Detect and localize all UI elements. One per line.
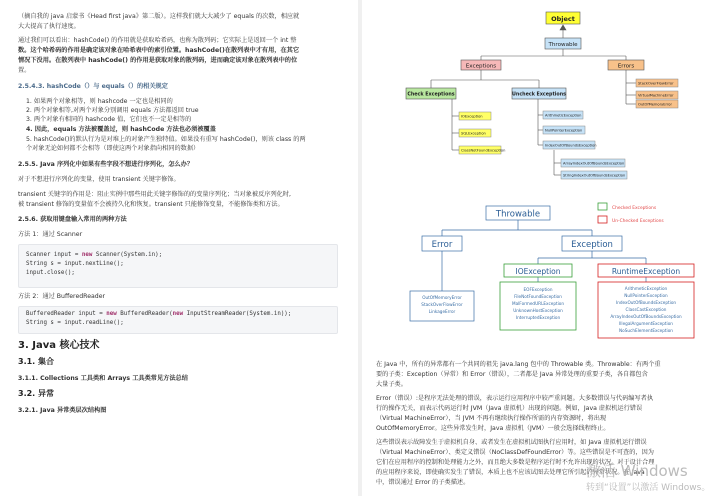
paragraph-line: 要的子类：Exception（异常）和 Error（错误），二者都是 Java 异常处理的重要子类，各自都包含	[376, 371, 648, 378]
list-item: 3. 两个对象有相同的 hashcode 值，它们也不一定是相等的	[26, 116, 192, 123]
svg-text:Checked Exceptions: Checked Exceptions	[612, 206, 657, 211]
code-line: input.close();	[26, 270, 75, 276]
chapter-heading: 3. Java 核心技术	[18, 340, 100, 351]
paragraph-line: 对于不想进行序列化的变量，使用 transient 关键字修饰。	[18, 176, 180, 183]
svg-text:LinkageError: LinkageError	[428, 309, 456, 314]
section-heading: 2.5.5. Java 序列化中如果有些字段不想进行序列化，怎么办？	[18, 161, 194, 168]
svg-text:Un-Checked Exceptions: Un-Checked Exceptions	[612, 219, 664, 224]
paragraph-line: 置。	[18, 67, 31, 74]
code-block	[18, 244, 338, 288]
svg-text:VirtualMachineError: VirtualMachineError	[638, 93, 674, 98]
paragraph-line: 通过我们可以看出：hashCode() 的作用就是获取哈希码，也称为散列码；它实际上是返回一个 int 整	[18, 37, 297, 44]
paragraph-line: 方法 2：通过 BufferedReader	[18, 293, 106, 300]
svg-text:IllegalArgumentException: IllegalArgumentException	[619, 321, 673, 326]
svg-text:ClassNotFoundException: ClassNotFoundException	[461, 148, 506, 153]
svg-text:StringIndexOutOfBoundsExceptio: StringIndexOutOfBoundsException	[563, 173, 626, 178]
svg-text:Uncheck Exceptions: Uncheck Exceptions	[512, 92, 566, 98]
paragraph-line: 方法 1：通过 Scanner	[18, 231, 83, 238]
section-heading: 3.1. 集合	[18, 357, 54, 366]
svg-text:RuntimeException: RuntimeException	[611, 267, 681, 276]
list-item: 2. 两个对象相等,对两个对象分别调用 equals 方法都返回 true	[26, 107, 199, 114]
section-heading: 3.2.1. Java 异常类层次结构图	[18, 407, 107, 414]
list-item: 4. 因此，equals 方法被覆盖过，则 hashCode 方法也必须被覆盖	[26, 126, 216, 133]
svg-text:NullPointerException: NullPointerException	[545, 128, 583, 133]
legend-unchecked-swatch	[598, 216, 607, 223]
svg-text:IOException: IOException	[515, 267, 561, 276]
paragraph-line: OutOfMemoryError。这些异常发生时，Java 虚拟机（JVM）一般会选择线程终止。	[376, 425, 610, 432]
svg-text:ArrayIndexOutOfBoundsException: ArrayIndexOutOfBoundsException	[563, 161, 625, 166]
code-block	[18, 306, 338, 334]
svg-text:InterruptedException: InterruptedException	[515, 315, 561, 320]
svg-text:Error: Error	[431, 240, 453, 250]
list-item: 5. hashCode()的默认行为是对堆上的对象产生独特值。如果没有重写 hashCode()，则该 class 的两	[26, 136, 306, 143]
paragraph-line: transient 关键字的作用是：阻止实例中那些用此关键字修饰的的变量序列化；当对象被反序列化时,	[18, 191, 292, 198]
paragraph-line: 的应用程序来说，即使确实发生了错误，本质上也不应该试图去处理它所引起的异常状况。在 Java	[376, 469, 645, 476]
paragraph-line: 大量子类。	[376, 381, 407, 388]
svg-text:StackOverFlowError: StackOverFlowError	[638, 81, 674, 86]
paragraph-line: 行的操作无关，而表示代码运行时 JVM（Java 虚拟机）出现的问题。例如，Java 虚拟机运行错误	[376, 405, 643, 412]
section-heading: 3.2. 异常	[18, 389, 54, 398]
svg-text:ArrayIndexOutOfBoundsException: ArrayIndexOutOfBoundsException	[610, 314, 682, 319]
svg-text:Throwable: Throwable	[548, 42, 578, 48]
paragraph-line: 大大提高了执行速度。	[18, 23, 80, 30]
paragraph-line: 在 Java 中，所有的异常都有一个共同的祖先 java.lang 包中的 Throwable 类。Throwable：有两个重	[376, 361, 661, 368]
svg-text:Throwable: Throwable	[495, 209, 541, 220]
list-item: 个对象无论如何都不会相等（即使这两个对象指向相同的数据）	[26, 145, 200, 152]
svg-text:OutOfMemoryError: OutOfMemoryError	[422, 295, 462, 300]
code-line: String s = input.nextLine();	[26, 261, 124, 267]
svg-text:UnknownHostException: UnknownHostException	[513, 308, 563, 313]
paragraph-line: 情况下没用。在散列表中 hashCode() 的作用是获取对象的散列码，进而确定该对象在散列表中的位	[18, 57, 298, 64]
svg-text:Object: Object	[551, 15, 575, 23]
svg-text:NullPointerException: NullPointerException	[624, 293, 668, 298]
paragraph-line: 被 transient 修饰的变量值不会被持久化和恢复。transient 只能修饰变量，不能修饰类和方法。	[18, 201, 284, 208]
svg-text:IOException: IOException	[461, 114, 483, 119]
list-item: 1. 如果两个对象相等，则 hashcode 一定也是相同的	[26, 98, 173, 105]
paragraph-line: （Virtual MachineError），当 JVM 不再有继续执行操作所需的内存资源时，将出现	[376, 415, 607, 422]
paragraph-line: 数。这个哈希码的作用是确定该对象在哈希表中的索引位置。hashCode()在散列表中才有用，在其它	[18, 47, 300, 54]
paragraph-line: Error（错误）:是程序无法处理的错误，表示运行应用程序中较严重问题。大多数错误与代码编写者执	[376, 395, 654, 402]
code-line: String s = input.readLine();	[26, 320, 124, 326]
left-page	[0, 0, 358, 496]
svg-text:IndexOutOfBoundsException: IndexOutOfBoundsException	[615, 300, 677, 305]
right-page	[362, 0, 720, 496]
svg-text:ArithmeticException: ArithmeticException	[545, 113, 582, 118]
svg-text:ArithmeticException: ArithmeticException	[624, 286, 668, 291]
paragraph-line: （Virtual MachineError）、类定义错误（NoClassDefFoundError）等。这些错误是不可查的，因为	[376, 449, 654, 456]
svg-text:EOFException: EOFException	[523, 287, 553, 292]
svg-text:IndexOutOfBoundsException: IndexOutOfBoundsException	[545, 143, 597, 148]
paragraph-line: 中，错误通过 Error 的子类描述。	[376, 479, 470, 486]
svg-text:SQLException: SQLException	[461, 131, 486, 136]
svg-text:NoSuchElementException: NoSuchElementException	[619, 328, 673, 333]
section-heading: 2.5.4.3. hashCode（）与 equals（）的相关规定	[18, 83, 168, 90]
code-line: BufferedReader input = new BufferedReader(new InputStreamReader(System.in));	[26, 311, 292, 317]
legend-checked-swatch	[598, 203, 607, 210]
svg-text:FileNotFoundException: FileNotFoundException	[514, 294, 562, 299]
svg-text:Check Exceptions: Check Exceptions	[407, 92, 455, 98]
svg-text:StackOverFlowError: StackOverFlowError	[421, 302, 463, 307]
svg-text:ClassCastException: ClassCastException	[625, 307, 667, 312]
paragraph-line: 它们在应用程序的控制和处理能力之外，而且绝大多数是程序运行时不允许出现的状况。对于设计合理	[376, 459, 655, 466]
svg-text:Exception: Exception	[571, 240, 613, 250]
paragraph-line: 这些错误表示故障发生于虚拟机自身、或者发生在虚拟机试图执行应用时，如 Java 虚拟机运行错误	[376, 439, 647, 446]
exception-hierarchy-diagram	[362, 4, 720, 194]
activation-watermark-subtitle: 转到“设置”以激活 Windows。	[586, 483, 711, 493]
activation-watermark-title: 激活 Windows	[586, 462, 688, 480]
svg-text:OutOfMemoryError: OutOfMemoryError	[638, 102, 672, 107]
svg-text:Errors: Errors	[617, 63, 635, 70]
code-line: Scanner input = new Scanner(System.in);	[26, 252, 163, 258]
paragraph-line: （摘自我的 java 启蒙书《Head first java》第二版）。这样我们就大大减少了 equals 的次数，相应就	[18, 13, 300, 20]
svg-text:MalFormedURLException: MalFormedURLException	[511, 301, 565, 306]
svg-text:Exceptions: Exceptions	[465, 63, 497, 70]
section-heading: 3.1.1. Collections 工具类和 Arrays 工具类常见方法总结	[18, 375, 188, 382]
throwable-diagram	[362, 196, 720, 346]
section-heading: 2.5.6. 获取用键盘输入常用的两种方法	[18, 216, 127, 223]
